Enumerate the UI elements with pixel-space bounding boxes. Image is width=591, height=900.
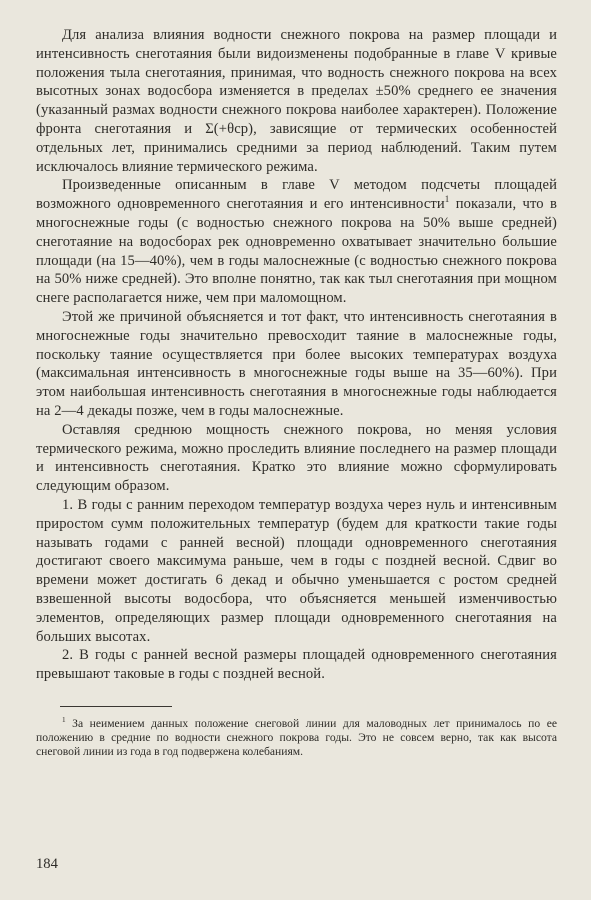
footnote-divider <box>60 706 172 707</box>
list-item-1: 1. В годы с ранним переходом температур воздуха через нуль и интенсивным приростом сумм положительных температур (будем для краткости такие годы называть годами с ранней весной) площади одновременного снеготаяния достигают своего максимума раньше, чем в годы с поздней весной. Сдвиг во времени может достигать 6 декад и обычно уменьшается с ростом средней взвешенной высоты водосбора, что объясняется меньшей изменчивостью элементов, определяющих размер площади одновременного снеготаяния на больших высотах. <box>36 496 557 645</box>
footnotes <box>36 717 557 760</box>
paragraph-2-start: Произведенные описанным в главе V методом подсчеты площадей возможного одновременного снеготаяния и его интенсивности <box>36 177 557 213</box>
paragraph-2 <box>36 176 557 308</box>
page-number: 184 <box>36 856 58 872</box>
list-item-2: 2. В годы с ранней весной размеры площадей одновременного снеготаяния превышают таковые в годы с поздней весной. <box>36 647 557 683</box>
paragraph-1: Для анализа влияния водности снежного покрова на размер площади и интенсивность снеготаяния были видоизменены подобранные в главе V кривые положения тыла снеготаяния, принимая, что водность снежного покрова на всех высотных зонах водосбора изменяется в пределах ±50% среднего ее значения (указанный размах водности снежного покрова наиболее характерен). Положение фронта снеготаяния и Σ(+θср), зависящие от термических особенностей отдельных лет, принимались средними за период наблюдений. Таким путем исключалось влияние термического режима. <box>36 27 557 175</box>
paragraph-3: Этой же причиной объясняется и тот факт, что интенсивность снеготаяния в многоснежные годы значительно превосходит таяние в малоснежные годы, поскольку таяние осуществляется при более высоких температурах воздуха (максимальная интенсивность в многоснежные годы выше на 35—60%). При этом наибольшая интенсивность снеготаяния в многоснежные годы наблюдается на 2—4 декады позже, чем в годы малоснежные. <box>36 308 557 419</box>
footnote-marker: 1 <box>62 716 66 725</box>
footnote-1 <box>36 717 557 760</box>
paragraph-2-end: показали, что в многоснежные годы (с водностью снежного покрова на 50% выше средней) снеготаяние на водосборах рек одновременно охватывает значительно большие площади (на 15—40%), чем в годы малоснежные (с водностью снежного покрова на 50% ниже средней). Это вполне понятно, так как тыл снеготаяния при мощном снеге располагается ниже, чем при маломощном. <box>36 196 557 307</box>
paragraph-4: Оставляя среднюю мощность снежного покрова, но меняя условия термического режима, можно проследить влияние последнего на размер площади и интенсивность снеготаяния. Кратко это влияние можно сформулировать следующим образом. <box>36 421 557 495</box>
main-text <box>36 26 557 684</box>
footnote-reference: 1 <box>444 194 450 205</box>
footnote-text: За неимением данных положение снеговой линии для маловодных лет принималось по ее положению в средние по водности снежного покрова годы. Это не совсем верно, так как высота снеговой линии из года в год подвержена колебаниям. <box>36 716 557 759</box>
